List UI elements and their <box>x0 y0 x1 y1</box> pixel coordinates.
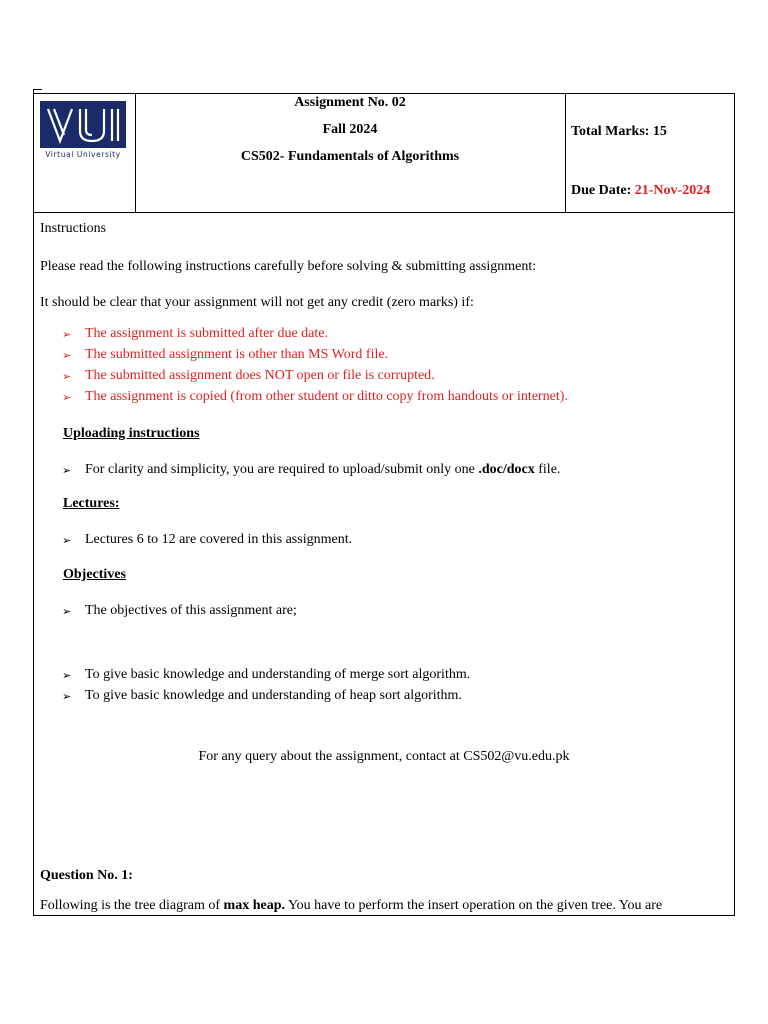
arrow-bullet-icon: ➢ <box>62 670 72 682</box>
due-date-value: 21-Nov-2024 <box>634 183 711 198</box>
total-marks: Total Marks: 15 <box>571 124 667 139</box>
arrow-bullet-icon: ➢ <box>62 350 72 362</box>
uploading-text-end: file. <box>534 462 561 477</box>
marks-cell <box>565 94 734 212</box>
title-cell <box>135 94 566 212</box>
vu-logo <box>40 101 126 159</box>
rule-item: The assignment is submitted after due date. <box>85 326 328 341</box>
due-date-label: Due Date: <box>571 183 635 198</box>
objective-item: To give basic knowledge and understanding of merge sort algorithm. <box>85 667 471 682</box>
uploading-text-part: For clarity and simplicity, you are required to upload/submit only one <box>85 462 479 477</box>
objectives-heading: Objectives <box>63 567 126 582</box>
arrow-bullet-icon: ➢ <box>62 465 72 477</box>
lectures-heading: Lectures: <box>63 496 120 511</box>
logo-cell <box>34 94 136 212</box>
uploading-text <box>85 462 560 478</box>
assignment-number: Assignment No. 02 <box>294 95 406 110</box>
instructions-heading: Instructions <box>40 221 107 236</box>
question-title: Question No. 1: <box>40 868 133 883</box>
arrow-bullet-icon: ➢ <box>62 371 72 383</box>
zero-marks-note: It should be clear that your assignment will not get any credit (zero marks) if: <box>40 295 474 310</box>
arrow-bullet-icon: ➢ <box>62 535 72 547</box>
rule-item: The submitted assignment does NOT open or file is corrupted. <box>85 368 435 383</box>
contact-line: For any query about the assignment, contact at CS502@vu.edu.pk <box>198 749 570 764</box>
question-text <box>40 898 728 914</box>
rule-item: The submitted assignment is other than MS Word file. <box>85 347 389 362</box>
semester: Fall 2024 <box>322 122 378 137</box>
objectives-intro: The objectives of this assignment are; <box>85 603 297 618</box>
file-format: .doc/docx <box>478 462 535 477</box>
instructions-intro: Please read the following instructions carefully before solving & submitting assignment: <box>40 259 537 274</box>
vu-logo-mark <box>40 101 126 148</box>
max-heap-term: max heap. <box>223 898 285 913</box>
instructions-box <box>33 212 735 916</box>
question-text-part: Following is the tree diagram of <box>40 898 224 913</box>
arrow-bullet-icon: ➢ <box>62 691 72 703</box>
rule-item: The assignment is copied (from other student or ditto copy from handouts or internet). <box>85 389 568 404</box>
due-date-line <box>571 183 710 199</box>
assignment-header-table <box>33 93 735 213</box>
logo-caption: Virtual University <box>45 150 121 159</box>
course-title: CS502- Fundamentals of Algorithms <box>240 149 460 164</box>
objective-item: To give basic knowledge and understanding of heap sort algorithm. <box>85 688 462 703</box>
question-text-end: You have to perform the insert operation on the given tree. You are <box>284 898 663 913</box>
lectures-text: Lectures 6 to 12 are covered in this assignment. <box>85 532 353 547</box>
uploading-heading: Uploading instructions <box>63 426 200 441</box>
arrow-bullet-icon: ➢ <box>62 329 72 341</box>
arrow-bullet-icon: ➢ <box>62 606 72 618</box>
arrow-bullet-icon: ➢ <box>62 392 72 404</box>
